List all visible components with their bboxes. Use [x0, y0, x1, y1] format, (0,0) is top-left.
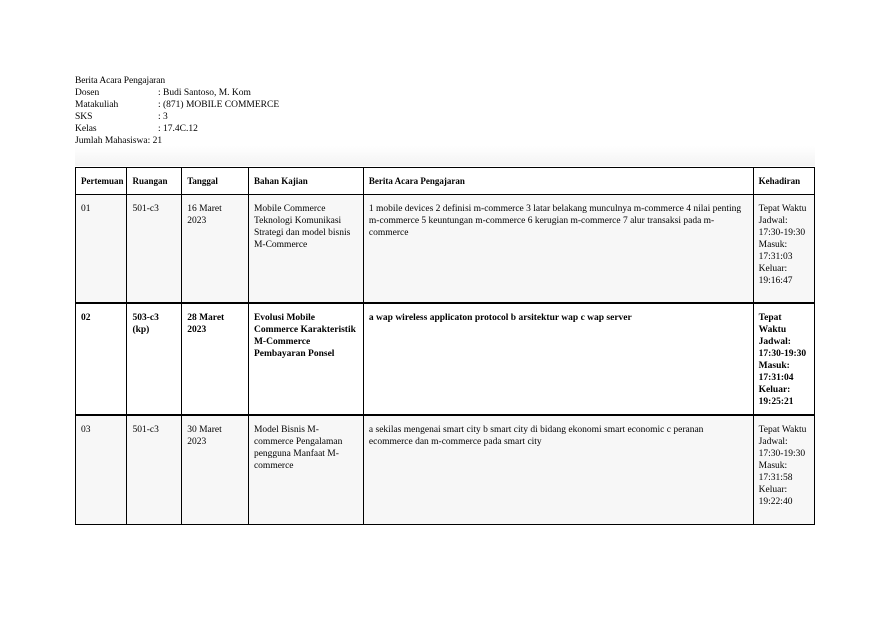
- cell-ruangan: 501-c3: [127, 195, 182, 304]
- header-shade: [75, 146, 815, 166]
- field-value: : (871) MOBILE COMMERCE: [158, 100, 280, 110]
- document-title: Berita Acara Pengajaran: [75, 76, 166, 86]
- column-header-kehadiran: Kehadiran: [753, 168, 814, 195]
- field-label: Dosen: [75, 88, 100, 98]
- cell-pertemuan: 02: [76, 303, 127, 415]
- field-value: : 3: [158, 112, 168, 122]
- field-kelas: [75, 123, 279, 135]
- column-header-bahan-kajian: Bahan Kajian: [248, 168, 363, 195]
- field-value: : 21: [147, 136, 163, 146]
- cell-kehadiran: Tepat Waktu Jadwal: 17:30-19:30 Masuk: 17:31:04 Keluar: 19:25:21: [753, 303, 814, 415]
- cell-kehadiran: Tepat Waktu Jadwal: 17:30-19:30 Masuk: 17:31:03 Keluar: 19:16:47: [753, 195, 814, 304]
- table-header-row: [76, 168, 815, 195]
- field-sks: [75, 111, 279, 123]
- field-label: Kelas: [75, 124, 97, 134]
- field-matakuliah: [75, 99, 279, 111]
- document-header: [75, 75, 279, 147]
- table-row: [76, 195, 815, 304]
- cell-pertemuan: 01: [76, 195, 127, 304]
- cell-berita-acara: a wap wireless applicaton protocol b arsitektur wap c wap server: [363, 303, 753, 415]
- table-row: [76, 303, 815, 415]
- column-header-tanggal: Tanggal: [182, 168, 249, 195]
- cell-berita-acara: a sekilas mengenai smart city b smart city di bidang ekonomi smart economic c peranan ecommerce dan m-commerce pada smart city: [363, 415, 753, 525]
- field-label: Matakuliah: [75, 100, 119, 110]
- cell-bahan-kajian: Mobile Commerce Teknologi Komunikasi Strategi dan model bisnis M-Commerce: [248, 195, 363, 304]
- teaching-record-table: [75, 167, 815, 525]
- cell-bahan-kajian: Model Bisnis M-commerce Pengalaman pengguna Manfaat M-commerce: [248, 415, 363, 525]
- field-label: SKS: [75, 112, 93, 122]
- column-header-ruangan: Ruangan: [127, 168, 182, 195]
- table-row: [76, 415, 815, 525]
- cell-ruangan: 501-c3: [127, 415, 182, 525]
- cell-tanggal: 30 Maret 2023: [182, 415, 249, 525]
- cell-kehadiran: Tepat Waktu Jadwal: 17:30-19:30 Masuk: 17:31:58 Keluar: 19:22:40: [753, 415, 814, 525]
- cell-bahan-kajian: Evolusi Mobile Commerce Karakteristik M-Commerce Pembayaran Ponsel: [248, 303, 363, 415]
- field-value: : Budi Santoso, M. Kom: [158, 88, 251, 98]
- cell-berita-acara: 1 mobile devices 2 definisi m-commerce 3 latar belakang munculnya m-commerce 4 nilai penting m-commerce 5 keuntungan m-commerce 6 kerugian m-commerce 7 alur transaksi pada m-commerce: [363, 195, 753, 304]
- column-header-berita-acara: Berita Acara Pengajaran: [363, 168, 753, 195]
- cell-tanggal: 16 Maret 2023: [182, 195, 249, 304]
- field-label: Jumlah Mahasiswa: [75, 136, 148, 146]
- column-header-pertemuan: Pertemuan: [76, 168, 127, 195]
- field-value: : 17.4C.12: [158, 124, 198, 134]
- cell-pertemuan: 03: [76, 415, 127, 525]
- cell-ruangan: 503-c3 (kp): [127, 303, 182, 415]
- field-dosen: [75, 87, 279, 99]
- cell-tanggal: 28 Maret 2023: [182, 303, 249, 415]
